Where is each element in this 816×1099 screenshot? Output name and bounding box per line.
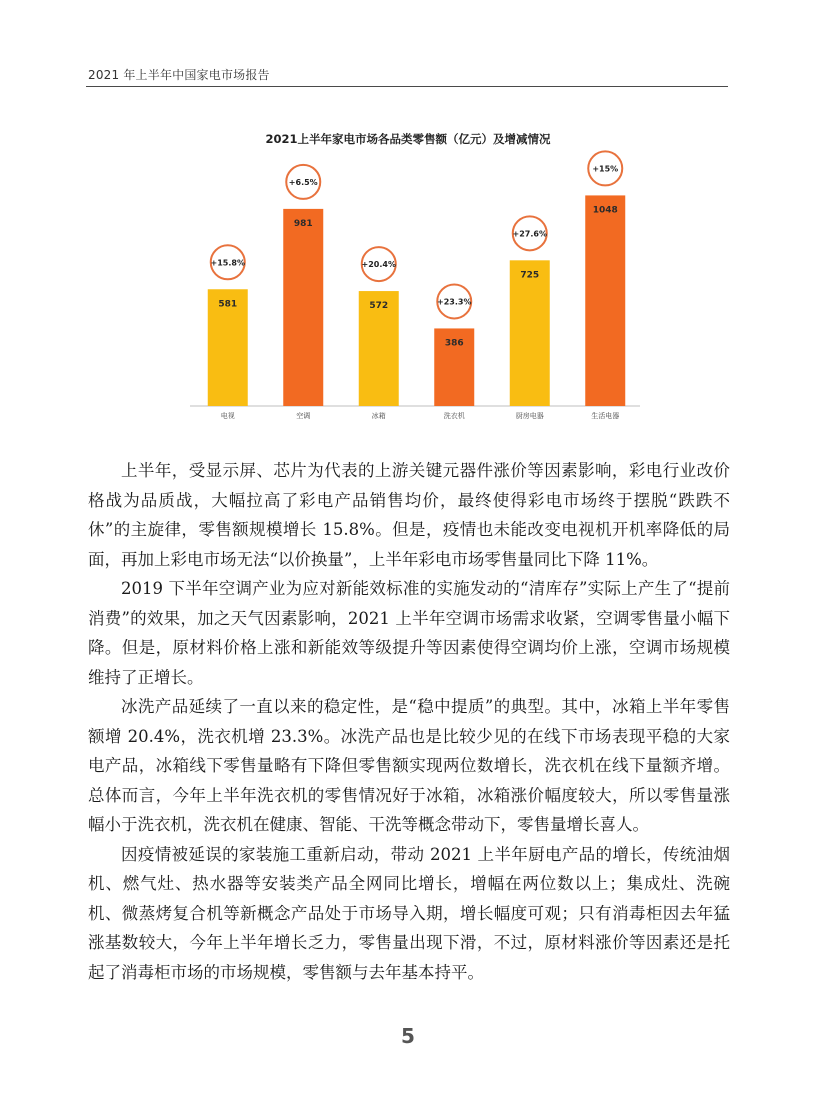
category-label: 电视 [220,412,235,420]
paragraph-fridge-washer: 冰洗产品延续了一直以来的稳定性，是“稳中提质”的典型。其中，冰箱上半年零售额增 20.4%，洗衣机增 23.3%。冰洗产品也是比较少见的在线下市场表现平稳的大家电产品，冰箱线下零售量略有下降但零售额实现两位数增长，洗衣机在线下量额齐增。总体而言，今年上半年洗衣机的零售情况好于冰箱，冰箱涨价幅度较大，所以零售量涨幅小于洗衣机，洗衣机在健康、智能、干洗等概念带动下，零售量增长喜人。 [88,697,730,834]
bar-1 [283,209,323,406]
paragraph-air-conditioner: 2019 下半年空调产业为应对新能效标准的实施发动的“清库存”实际上产生了“提前消费”的效果，加之天气因素影响，2021 上半年空调市场需求收紧，空调零售量小幅下降。但是，原材料价格上涨和新能效等级提升等因素使得空调均价上涨，空调市场规模维持了正增长。 [88,579,730,687]
growth-label: +15% [592,164,619,174]
category-label: 空调 [296,412,311,420]
paragraph-tv: 上半年，受显示屏、芯片为代表的上游关键元器件涨价等因素影响，彩电行业改价格战为品质战，大幅拉高了彩电产品销售均价，最终使得彩电市场终于摆脱“跌跌不休”的主旋律，零售额规模增长 15.8%。但是，疫情也未能改变电视机开机率降低的局面，再加上彩电市场无法“以价换量”，上半年彩电市场零售量同比下降 11%。 [88,461,730,569]
category-label: 厨房电器 [515,412,544,420]
page-number: 5 [401,1024,415,1048]
growth-label: +6.5% [288,177,318,187]
bar-value-label: 386 [444,338,464,349]
bar-value-label: 725 [520,270,540,281]
chart-title: 2021上半年家电市场各品类零售额（亿元）及增减情况 [265,132,551,146]
growth-label: +27.6% [512,229,547,239]
growth-label: +23.3% [437,297,472,307]
retail-sales-bar-chart [0,0,816,440]
bar-4 [510,260,550,406]
paragraph-kitchen: 因疫情被延误的家装施工重新启动，带动 2021 上半年厨电产品的增长，传统油烟机、燃气灶、热水器等安装类产品全网同比增长，增幅在两位数以上；集成灶、洗碗机、微蒸烤复合机等新概念产品处于市场导入期，增长幅度可观；只有消毒柜因去年猛涨基数较大，今年上半年增长乏力，零售量出现下滑，不过，原材料涨价等因素还是托起了消毒柜市场的市场规模，零售额与去年基本持平。 [88,844,730,982]
bar-5 [585,195,625,406]
category-label: 洗衣机 [443,412,465,420]
growth-label: +15.8% [210,258,245,268]
category-label: 生活电器 [591,412,620,420]
bar-value-label: 572 [369,301,389,312]
bar-value-label: 581 [218,299,238,310]
bar-value-label: 981 [293,218,313,229]
growth-label: +20.4% [361,260,396,270]
category-label: 冰箱 [371,412,386,420]
bar-value-label: 1048 [592,205,618,216]
body-text [88,456,730,987]
report-title: 2021 年上半年中国家电市场报告 [88,68,270,82]
